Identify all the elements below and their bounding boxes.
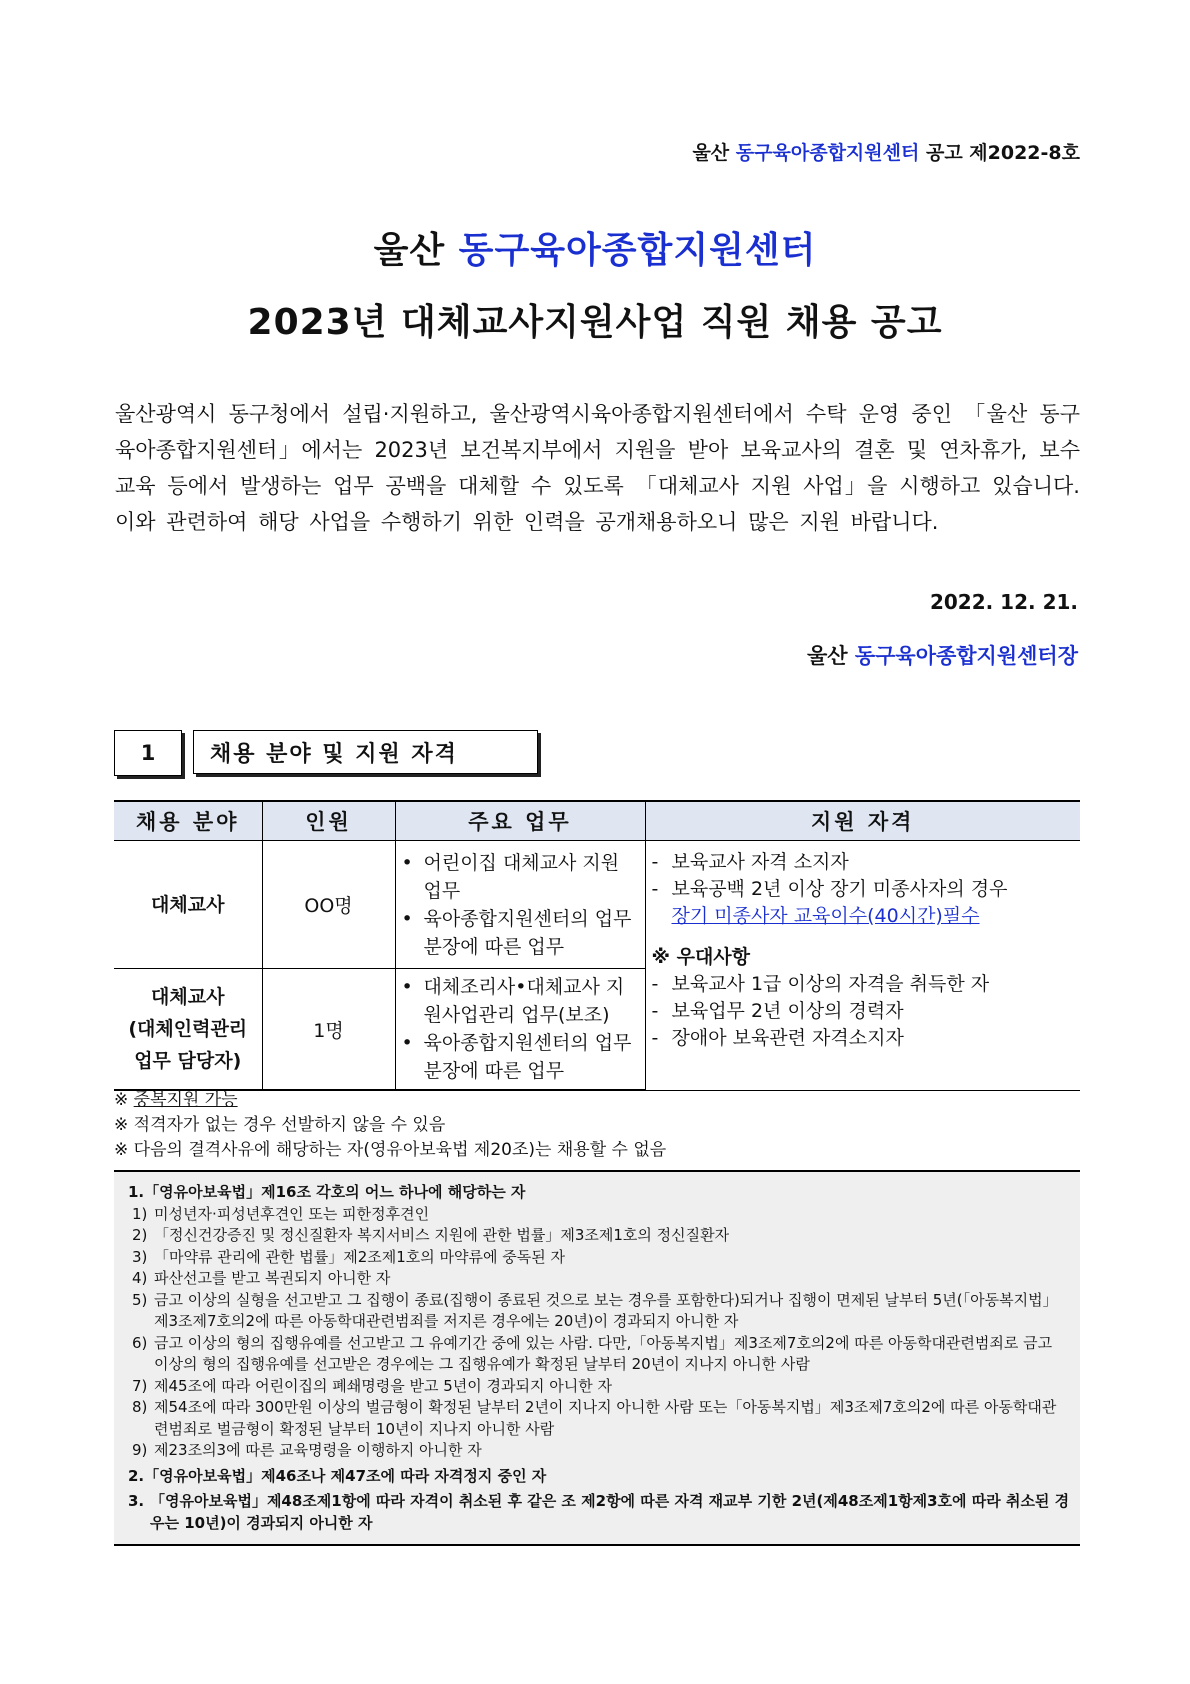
- title-prefix: 울산: [373, 230, 446, 271]
- list-item: [132, 1290, 1070, 1333]
- list-item: [132, 1268, 1070, 1290]
- preference-text: 보육업무 2년 이상의 경력자: [671, 1000, 904, 1022]
- bullet: •: [401, 1032, 413, 1054]
- disqualification-heading-1: 1.「영유아보육법」제16조 각호의 어느 하나에 해당하는 자: [128, 1183, 526, 1201]
- item-number: 7): [132, 1376, 148, 1395]
- field-line: 대체교사: [151, 986, 225, 1008]
- dash: -: [651, 973, 659, 995]
- list-item: [132, 1247, 1070, 1269]
- item-number: 3): [132, 1247, 148, 1266]
- duty-item: [402, 849, 639, 905]
- note-mark: ※: [114, 1090, 129, 1110]
- qualification-text: 보육공백 2년 이상 장기 미종사자의 경우: [671, 878, 1008, 900]
- bullet: •: [401, 851, 413, 874]
- list-item: [132, 1333, 1070, 1376]
- disqualification-items: [128, 1204, 1070, 1462]
- note-mark: ※: [114, 1115, 129, 1135]
- heading-text: 「영유아보육법」제48조제1항에 따라 자격이 취소된 후 같은 조 제2항에 따른 자격 재교부 기한 2년(제48조제1항제3호에 따라 취소된 경우는 10년)이 경과되지 아니한 자: [150, 1492, 1070, 1532]
- notice-date: 2022. 12. 21.: [929, 590, 1078, 614]
- preference-text: 장애아 보육관련 자격소지자: [671, 1027, 904, 1049]
- notice-org: 동구육아종합지원센터: [735, 142, 920, 164]
- table-row: [114, 841, 1080, 969]
- signer-org: 동구육아종합지원센터장: [854, 644, 1078, 668]
- dash: -: [651, 851, 659, 873]
- header-count: 인원: [262, 801, 395, 841]
- duty-item: [402, 973, 639, 1029]
- list-item: [132, 1376, 1070, 1398]
- duty-text: 육아종합지원센터의 업무분장에 따른 업무: [423, 907, 632, 958]
- title-org: 동구육아종합지원센터: [458, 230, 817, 271]
- header-duties: 주요 업무: [395, 801, 645, 841]
- item-text: 미성년자·피성년후견인 또는 피한정후견인: [154, 1204, 430, 1223]
- field-line: 업무 담당자): [134, 1050, 242, 1072]
- item-number: 4): [132, 1269, 148, 1287]
- row1-field: 대체교사: [114, 841, 262, 969]
- header-field: 채용 분야: [114, 801, 262, 841]
- dash: -: [651, 1000, 659, 1022]
- preference-item: [652, 998, 1075, 1025]
- qualification-item: [652, 849, 1075, 876]
- table-header-row: [114, 801, 1080, 841]
- notice-prefix: 울산: [692, 142, 730, 164]
- list-item: [132, 1225, 1070, 1247]
- qualification-text: 보육교사 자격 소지자: [671, 851, 849, 873]
- signer-prefix: 울산: [806, 644, 848, 668]
- intro-paragraph: [115, 396, 1080, 540]
- preference-text: 보육교사 1급 이상의 자격을 취득한 자: [671, 973, 990, 995]
- notice-number: [692, 138, 1080, 165]
- header-qualifications: 지원 자격: [645, 801, 1080, 841]
- duty-text: 어린이집 대체교사 지원 업무: [423, 851, 620, 902]
- row2-duties: [395, 969, 645, 1091]
- item-number: 5): [132, 1290, 148, 1309]
- item-text: 제45조에 따라 어린이집의 폐쇄명령을 받고 5년이 경과되지 아니한 자: [154, 1376, 613, 1395]
- note-item: [114, 1113, 666, 1138]
- item-text: 「마약류 관리에 관한 법률」제2조제1호의 마약류에 중독된 자: [154, 1247, 565, 1266]
- dash: -: [651, 878, 659, 900]
- note-mark: ※: [114, 1140, 129, 1160]
- dash: -: [651, 1027, 659, 1049]
- row1-duties: [395, 841, 645, 969]
- page-title-line1: [0, 222, 1190, 273]
- page-title-line2: 2023년 대체교사지원사업 직원 채용 공고: [247, 302, 943, 343]
- field-line: (대체인력관리: [128, 1018, 248, 1040]
- note-text: 중복지원 가능: [133, 1090, 238, 1110]
- item-text: 제23조의3에 따른 교육명령을 이행하지 아니한 자: [154, 1441, 482, 1459]
- bullet: •: [401, 907, 413, 930]
- note-item: [114, 1088, 666, 1113]
- item-text: 제54조에 따라 300만원 이상의 벌금형이 확정된 날부터 2년이 지나지 아니한 사람 또는「아동복지법」제3조제7호의2에 따른 아동학대관련범죄로 벌금형이 확정된 날부터 10년이 지나지 아니한 사람: [154, 1398, 1057, 1438]
- item-text: 「정신건강증진 및 정신질환자 복지서비스 지원에 관한 법률」제3조제1호의 정신질환자: [154, 1226, 730, 1244]
- disqualification-heading-2: 2.「영유아보육법」제46조나 제47조에 따라 자격정지 중인 자: [128, 1466, 547, 1485]
- item-number: 6): [132, 1333, 148, 1352]
- row2-count: 1명: [262, 969, 395, 1091]
- duty-item: [402, 1029, 639, 1085]
- qualifications-cell: [645, 841, 1080, 1091]
- list-item: [132, 1397, 1070, 1440]
- disqualification-heading-3: [128, 1491, 1070, 1534]
- qualification-item: [652, 876, 1075, 903]
- item-number: 1): [132, 1204, 148, 1223]
- item-number: 2): [132, 1226, 148, 1244]
- heading-number: 3.: [128, 1492, 145, 1510]
- note-text: 다음의 결격사유에 해당하는 자(영유아보육법 제20조)는 채용할 수 없음: [133, 1140, 667, 1160]
- item-number: 9): [132, 1441, 148, 1459]
- item-text: 파산선고를 받고 복권되지 아니한 자: [154, 1269, 391, 1287]
- duty-text: 대체조리사•대체교사 지원사업관리 업무(보조): [423, 976, 625, 1026]
- signer: [807, 640, 1078, 670]
- note-text: 적격자가 없는 경우 선발하지 않을 수 있음: [133, 1115, 446, 1135]
- item-text: 금고 이상의 형의 집행유예를 선고받고 그 유예기간 중에 있는 사람. 다만,「아동복지법」제3조제7호의2에 따른 아동학대관련범죄로 금고 이상의 형의 집행유예를 선고받은 경우에는 그 집행유예가 확정된 날부터 20년이 지나지 아니한 사람: [154, 1333, 1053, 1373]
- disqualification-box: [114, 1170, 1080, 1546]
- section-number: 1: [114, 730, 182, 776]
- duty-text: 육아종합지원센터의 업무분장에 따른 업무: [423, 1032, 632, 1082]
- preference-item: [652, 1025, 1075, 1052]
- bullet: •: [401, 976, 413, 998]
- preference-item: [652, 971, 1075, 998]
- row1-count: OO명: [262, 841, 395, 969]
- recruitment-table: [114, 800, 1080, 1091]
- list-item: [132, 1440, 1070, 1462]
- notes-list: [114, 1088, 666, 1163]
- item-number: 8): [132, 1398, 148, 1416]
- intro-text: 울산광역시 동구청에서 설립·지원하고, 울산광역시육아종합지원센터에서 수탁 운영 중인 「울산 동구육아종합지원센터」에서는 2023년 보건복지부에서 지원을 받아 보육교사의 결혼 및 연차휴가, 보수교육 등에서 발생하는 업무 공백을 대체할 수 있도록 「대체교사 지원 사업」을 시행하고 있습니다. 이와 관련하여 해당 사업을 수행하기 위한 인력을 공개채용하오니 많은 지원 바랍니다.: [115, 402, 1080, 534]
- row2-field: [114, 969, 262, 1091]
- qualification-required-note: [652, 903, 1075, 930]
- duty-item: [402, 905, 639, 961]
- list-item: [132, 1204, 1070, 1226]
- notice-suffix: 공고 제2022-8호: [925, 142, 1080, 164]
- section-title: 채용 분야 및 지원 자격: [193, 730, 538, 774]
- item-text: 금고 이상의 실형을 선고받고 그 집행이 종료(집행이 종료된 것으로 보는 경우를 포함한다)되거나 집행이 면제된 날부터 5년(「아동복지법」제3조제7호의2에 따른 아동학대관련범죄를 저지른 경우에는 20년)이 경과되지 아니한 자: [154, 1290, 1058, 1330]
- note-item: [114, 1138, 666, 1163]
- preference-title: ※ 우대사항: [651, 946, 751, 968]
- required-note-text: 장기 미종사자 교육이수(40시간)필수: [671, 905, 980, 927]
